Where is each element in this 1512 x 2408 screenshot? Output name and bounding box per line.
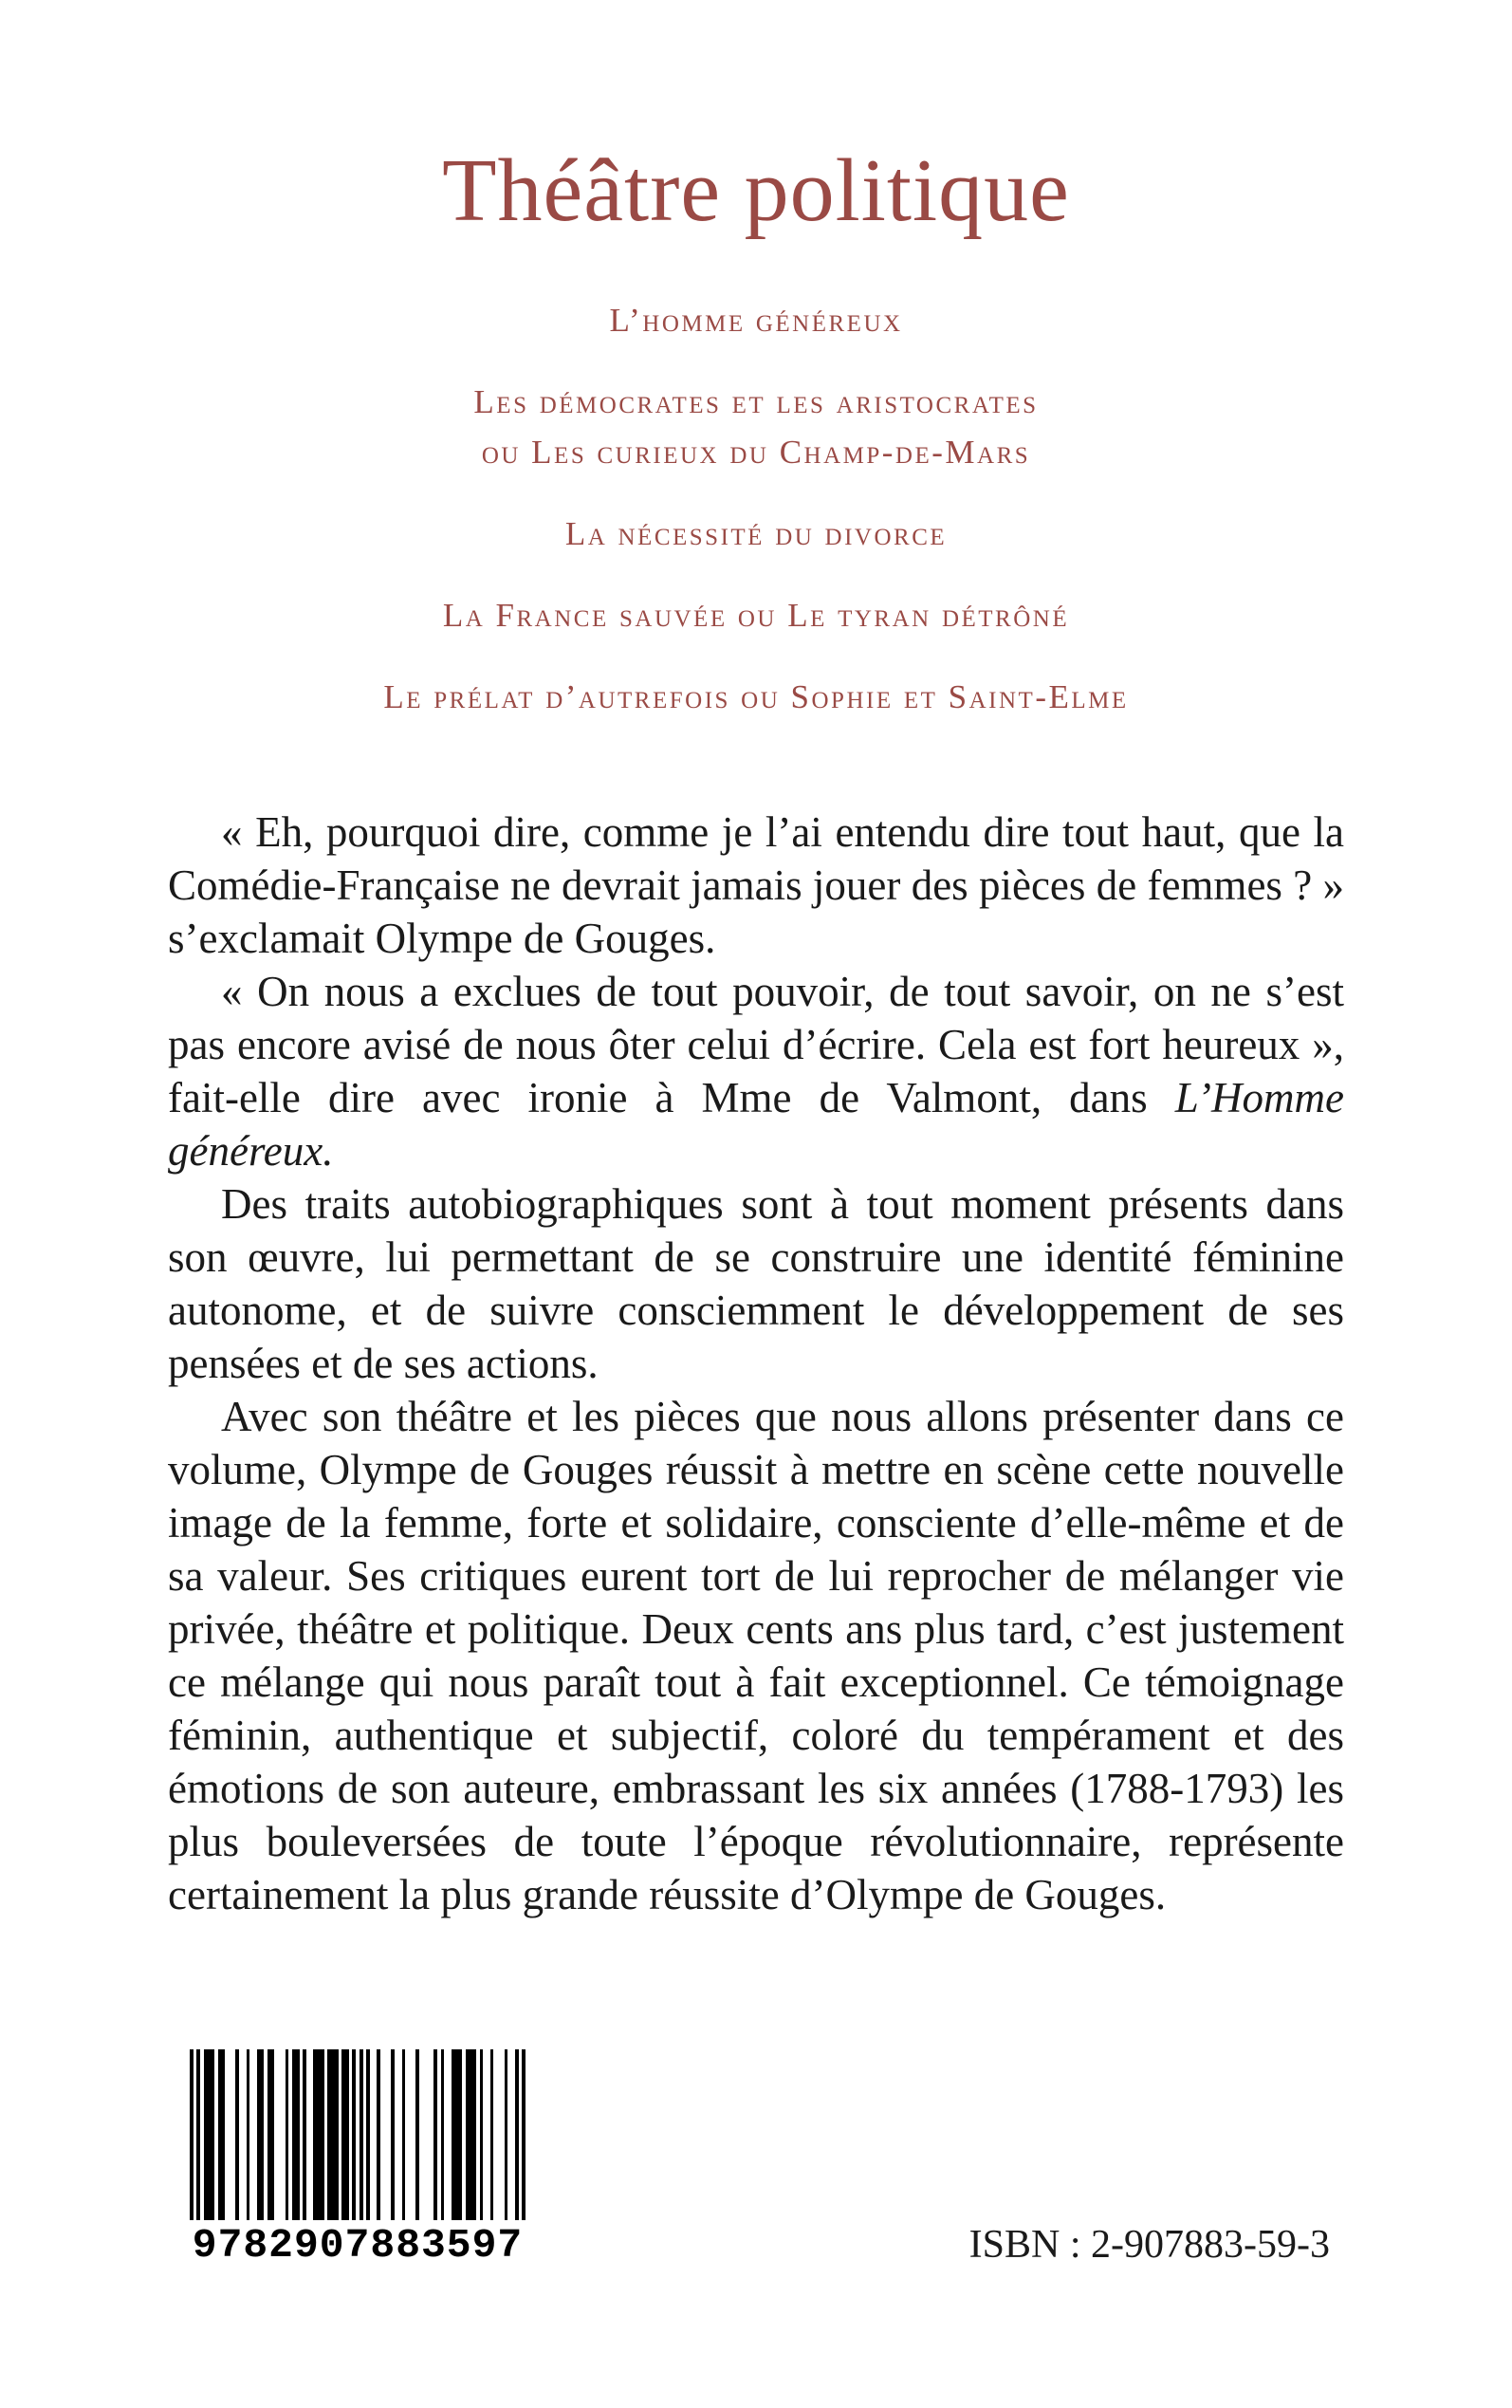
play-title <box>168 672 1344 722</box>
play-title-line: Le prélat d’autrefois ou Sophie et Saint-Elme <box>383 678 1129 716</box>
play-title <box>168 509 1344 559</box>
isbn-label: ISBN : 2-907883-59-3 <box>968 2223 1330 2267</box>
paragraph: « Eh, pourquoi dire, comme je l’ai entendu dire tout haut, que la Comédie-Française ne devrait jamais jouer des pièces de femmes ? » s’exclamait Olympe de Gouges. <box>168 808 1344 963</box>
cover-content <box>168 0 1344 1921</box>
play-title <box>168 295 1344 345</box>
paragraph: Avec son théâtre et les pièces que nous allons présenter dans ce volume, Olympe de Gouges réussit à mettre en scène cette nouvelle image de la femme, forte et solidaire, consciente d’elle-même et de sa valeur. Ses critiques eurent tort de lui reprocher de mélanger vie privée, théâtre et politique. Deux cents ans plus tard, c’est justement ce mélange qui nous paraît tout à fait exceptionnel. Ce témoignage féminin, authentique et subjectif, coloré du tempérament et des émotions de son auteure, embrassant les six années (1788-1793) les plus bouleversées de toute l’époque révolutionnaire, représente certainement la plus grande réussite d’Olympe de Gouges. <box>168 1393 1344 1919</box>
play-title-line: La nécessité du divorce <box>564 515 948 553</box>
barcode-digits: 9782907883597 <box>190 2220 526 2271</box>
paragraph: « On nous a exclues de tout pouvoir, de tout savoir, on ne s’est pas encore avisé de nous ôter celui d’écrire. Cela est fort heureux », fait-elle dire avec ironie à Mme de Valmont, dans L’Homme généreux. <box>168 968 1344 1176</box>
book-title: Théâtre politique <box>442 141 1070 240</box>
play-title-line: Les démocrates et les aristocrates <box>473 383 1039 421</box>
play-list <box>168 295 1344 722</box>
body-text <box>168 806 1344 1921</box>
play-title <box>168 590 1344 640</box>
play-title-line: ou Les curieux du Champ-de-Mars <box>481 434 1031 472</box>
play-title <box>168 377 1344 477</box>
barcode <box>190 2049 526 2271</box>
play-title-line: La France sauvée ou Le tyran détrôné <box>442 597 1070 635</box>
paragraph: Des traits autobiographiques sont à tout moment présents dans son œuvre, lui permettant de se construire une identité féminine autonome, et de suivre consciemment le développement de ses pensées et de ses actions. <box>168 1180 1344 1388</box>
play-title-line: L’homme généreux <box>609 302 903 340</box>
